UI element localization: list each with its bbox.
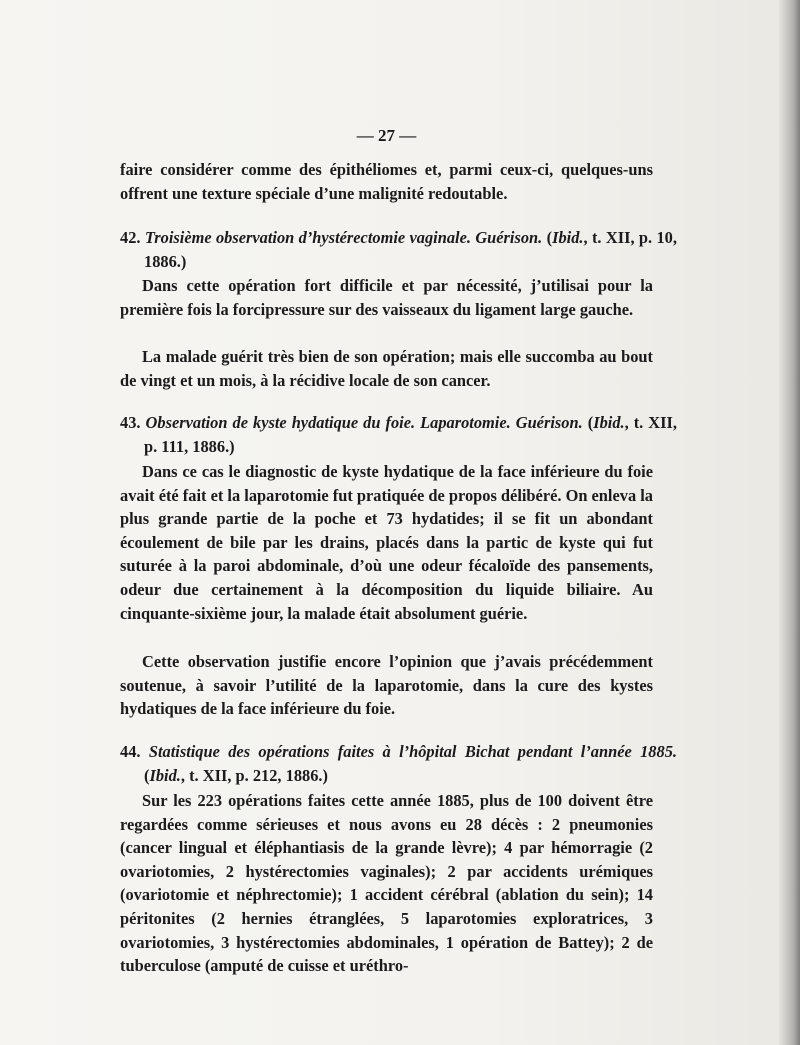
page-edge-shadow bbox=[778, 0, 800, 1045]
entry-43-paragraph-2: Cette observation justifie encore l’opinion que j’avais précédemment soutenue, à savoir l’utilité de la laparotomie, dans la cure des kystes hydatiques de la face inférieure du foie. bbox=[120, 652, 653, 719]
entry-44-heading bbox=[120, 740, 677, 787]
entry-42-title: Troisième observation d’hystérectomie vaginale. Guérison. bbox=[144, 228, 543, 247]
entry-43-ref-ibid: Ibid. bbox=[593, 413, 625, 432]
entry-44-ref-rest: , t. XII, p. 212, 1886.) bbox=[180, 765, 328, 785]
entry-43-paragraph-1: Dans ce cas le diagnostic de kyste hydatique de la face inférieure du foie avait été fait et la laparotomie fut pratiquée de propos délibéré. On enleva la plus grande partie de la poche et 73 hydatides; il se fit un abondant écoulement de bile par les drains, placés dans la partic de kyste qui fut suturée à la paroi abdominale, d’où une odeur fécaloïde des pansements, odeur due certainement à la décomposition du liquide biliaire. Au cinquante-sixième jour, la malade était absolument guérie. bbox=[120, 462, 653, 623]
entry-42-paragraph-1: Dans cette opération fort difficile et par nécessité, j’utilisai pour la première fois la forcipressure sur des vaisseaux du ligament large gauche. bbox=[120, 276, 653, 319]
entry-43-title: Observation de kyste hydatique du foie. Laparotomie. Guérison. bbox=[145, 413, 583, 432]
entry-42-number: 42. bbox=[120, 228, 141, 247]
entry-42-ref-rest: , t. XII, p. 10, 1886.) bbox=[144, 228, 677, 271]
entry-44-paragraph-1: Sur les 223 opérations faites cette année 1885, plus de 100 doivent être regardées comme sérieuses et nous avons eu 28 décès : 2 pneumonies (cancer lingual et éléphantiasis de la grande lèvre); 4 par hémorragie (2 ovariotomies, 2 hystérectomies vaginales); 2 par accidents urémiques (ovariotomie et néphrectomie); 1 accident cérébral (ablation du sein); 14 péritonites (2 hernies étranglées, 5 laparotomies exploratrices, 3 ovariotomies, 3 hystérectomies abdominales, 1 opération de Battey); 2 de tuberculose (amputé de cuisse et uréthro- bbox=[120, 791, 653, 976]
entry-44-ref-open: ( bbox=[144, 765, 150, 785]
entry-43-ref-open: ( bbox=[587, 413, 594, 432]
entry-43-number: 43. bbox=[120, 413, 141, 432]
entry-42-heading bbox=[120, 226, 677, 273]
entry-43-heading bbox=[120, 411, 677, 458]
entry-42-ref-ibid: Ibid. bbox=[552, 228, 584, 247]
entry-44-title: Statistique des opérations faites à l’hôpital Bichat pendant l’année 1885. bbox=[148, 742, 677, 761]
entry-44-ref-ibid: Ibid. bbox=[149, 765, 181, 785]
paragraph-continuation: faire considérer comme des épithéliomes et, parmi ceux-ci, quelques-uns offrent une texture spéciale d’une malignité redoutable. bbox=[120, 160, 653, 203]
entry-42-paragraph-2: La malade guérit très bien de son opération; mais elle succomba au bout de vingt et un mois, à la récidive locale de son cancer. bbox=[120, 347, 653, 390]
entry-42-ref-open: ( bbox=[546, 228, 553, 247]
entry-43-ref-rest: , t. XII, p. 111, 1886.) bbox=[144, 413, 677, 456]
page-number: — 27 — bbox=[356, 126, 417, 145]
entry-44-number: 44. bbox=[120, 742, 141, 761]
